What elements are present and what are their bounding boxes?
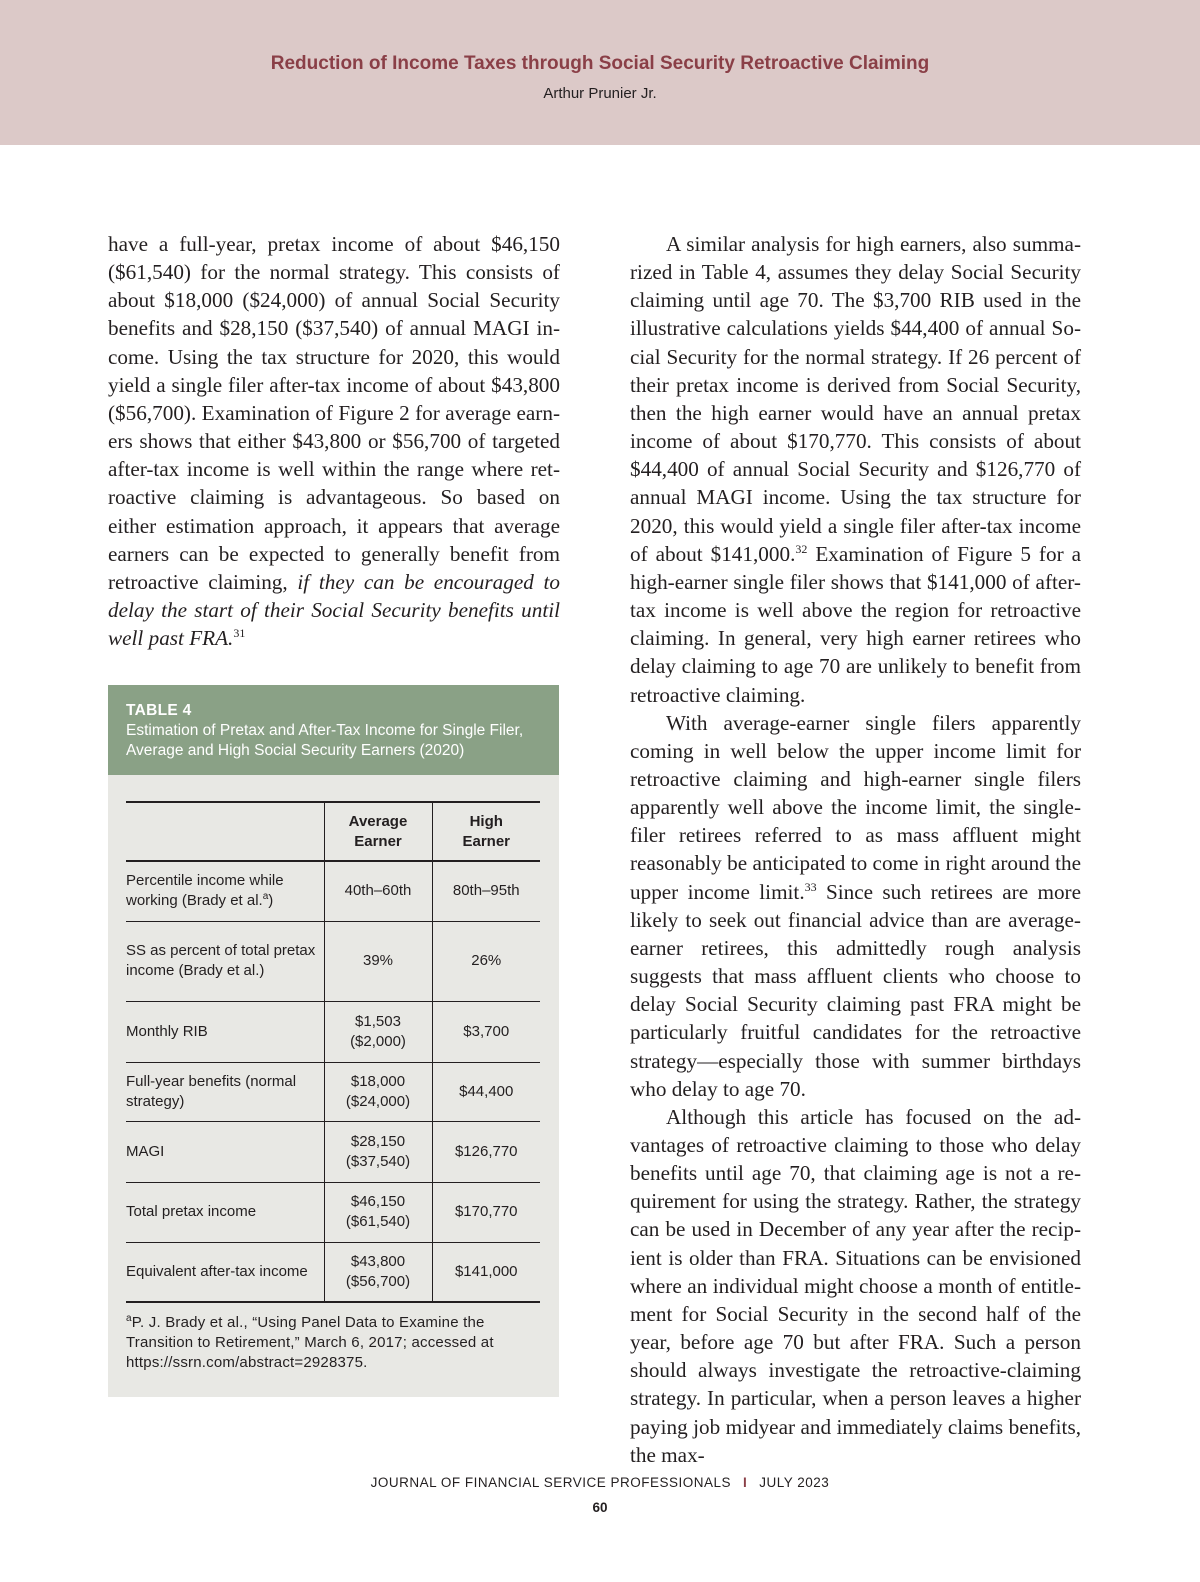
table-footnote-marker: a	[126, 1313, 132, 1324]
running-header	[0, 0, 1200, 145]
running-footer	[0, 1475, 1200, 1490]
italic-emphasis: if they can be encouraged to delay the start of their Social Security benefits until well past FRA.	[108, 569, 560, 651]
row-label-percentile: Percentile income while working (Brady et al.$^a$)	[126, 872, 284, 910]
table-footnote	[126, 1313, 546, 1373]
table-row	[126, 1121, 540, 1182]
cell-high: $44,400	[432, 1062, 540, 1121]
table-row	[126, 1062, 540, 1121]
cell-high: 80th–95th	[432, 861, 540, 921]
table-heading	[108, 685, 559, 775]
row-label-magi: MAGI	[126, 1142, 165, 1160]
cell-high: $141,000	[432, 1242, 540, 1302]
table-row	[126, 1242, 540, 1302]
footnote-ref-33[interactable]: 33	[804, 879, 817, 894]
table-footnote-text: P. J. Brady et al., “Using Panel Data to Examine the Transition to Retirement,” March 6, 2017; accessed at https://ssrn.com/abstract=2928375.	[126, 1314, 494, 1371]
article-author: Arthur Prunier Jr.	[543, 85, 657, 102]
footnote-ref-31[interactable]: 31	[233, 626, 246, 641]
cell-average: 39%	[324, 921, 432, 1001]
row-label-total-pretax: Total pretax income	[126, 1203, 257, 1220]
footer-separator: I	[743, 1475, 748, 1490]
column-header-average-earner: Average Earner	[324, 802, 432, 861]
left-column	[108, 230, 560, 652]
paragraph-text: have a full-year, pretax income of about $46,150 ($61,540) for the normal strategy. This consists of about $18,000 ($24,000) of annual Social Security benefits and $28,150 ($37,540) of annual MAGI income. Using the tax structure for 2020, this would yield a single filer after-tax income of about $43,800 ($56,700). Examination of Figure 2 for average earners shows that either $43,800 or $56,700 of targeted after-tax income is well within the range where retroactive claiming is advantageous. So based on either estimation approach, it appears that average earners can be expected to generally benefit from retroactive claiming,	[108, 232, 560, 594]
right-paragraph-2: With average-earner single filers apparently coming in well below the upper income limit for retroactive claiming and high-earner single filers apparently well above the income limit, the single-filer retirees referred to as mass affluent might reasonably be anticipated to come in right around the upper income limit.$^{33}$ Since such retirees are more likely to seek out financial advice than are average-earner retirees, this admittedly rough analysis suggests that mass affluent clients who choose to delay Social Security claiming past FRA might be particularly fruitful candidates for the retroactive strategy—especially those with summer birthdays who delay to age 70.	[630, 710, 1081, 1101]
table-header-row	[126, 802, 540, 861]
row-label-after-tax: Equivalent after-tax income	[126, 1262, 308, 1280]
article-title: Reduction of Income Taxes through Social Security Retroactive Claiming	[270, 53, 930, 74]
column-header-high-earner: High Earner	[432, 802, 540, 861]
cell-average: $1,503 ($2,000)	[324, 1001, 432, 1062]
page-number: 60	[592, 1500, 608, 1515]
row-label-full-year-benefits: Full-year benefits (normal strategy)	[126, 1072, 297, 1110]
footnote-ref-32[interactable]: 32	[795, 541, 808, 556]
cell-average: 40th–60th	[324, 861, 432, 921]
right-paragraph-1: A similar analysis for high earners, also summarized in Table 4, assumes they delay Social Security claiming until age 70. The $3,700 RIB used in the illustrative calculations yields $44,400 of annual Social Security for the normal strategy. If 26 percent of their pretax income is derived from Social Security, then the high earner would have an annual pretax income of about $170,770. This consists of about $44,400 of annual Social Security and $126,770 of annual MAGI income. Using the tax structure for 2020, this would yield a single filer after-tax income of about $141,000.32 Examination of Figure 5 for a high-earner single filer shows that $141,000 of after-tax income is well above the region for retroactive claiming. In general, very high earner retirees who delay claiming to age 70 are unlikely to benefit from retroactive claiming.	[630, 232, 1081, 707]
cell-average: $43,800 ($56,700)	[324, 1242, 432, 1302]
table-row	[126, 1001, 540, 1062]
table-row	[126, 921, 540, 1001]
issue-date: JULY 2023	[759, 1475, 830, 1490]
empty-header-cell	[126, 802, 324, 861]
data-table	[126, 801, 540, 1303]
table-row	[126, 861, 540, 921]
cell-high: $126,770	[432, 1121, 540, 1182]
cell-high: $3,700	[432, 1001, 540, 1062]
cell-average: $18,000 ($24,000)	[324, 1062, 432, 1121]
row-label-monthly-rib: Monthly RIB	[126, 1022, 208, 1040]
table-label: TABLE 4	[126, 702, 192, 719]
row-label-ss-percent: SS as percent of total pretax income (Brady et al.)	[126, 942, 316, 979]
cell-high: $170,770	[432, 1182, 540, 1242]
right-column	[630, 230, 1081, 1469]
table-caption: Estimation of Pretax and After-Tax Income for Single Filer, Average and High Social Security Earners (2020)	[126, 722, 524, 759]
cell-average: $46,150 ($61,540)	[324, 1182, 432, 1242]
table-4	[108, 685, 559, 1397]
table-row	[126, 1182, 540, 1242]
right-paragraph-3: Although this article has focused on the advantages of retroactive claiming to those who delay benefits until age 70, that claiming age is not a requirement for using the strategy. Rather, the strategy can be used in December of any year after the recipient is older than FRA. Situations can be envisioned where an individual might choose a month of entitlement for Social Security in the second half of the year, before age 70 but after FRA. Such a person should always investigate the retroactive-claiming strategy. In particular, when a person leaves a higher paying job midyear and immediately claims benefits, the max-	[630, 1104, 1081, 1467]
left-paragraph-1	[108, 230, 560, 652]
cell-high: 26%	[432, 921, 540, 1001]
table-footnote-ref: a	[262, 891, 269, 903]
cell-average: $28,150 ($37,540)	[324, 1121, 432, 1182]
journal-name: JOURNAL OF FINANCIAL SERVICE PROFESSIONALS	[370, 1475, 731, 1490]
